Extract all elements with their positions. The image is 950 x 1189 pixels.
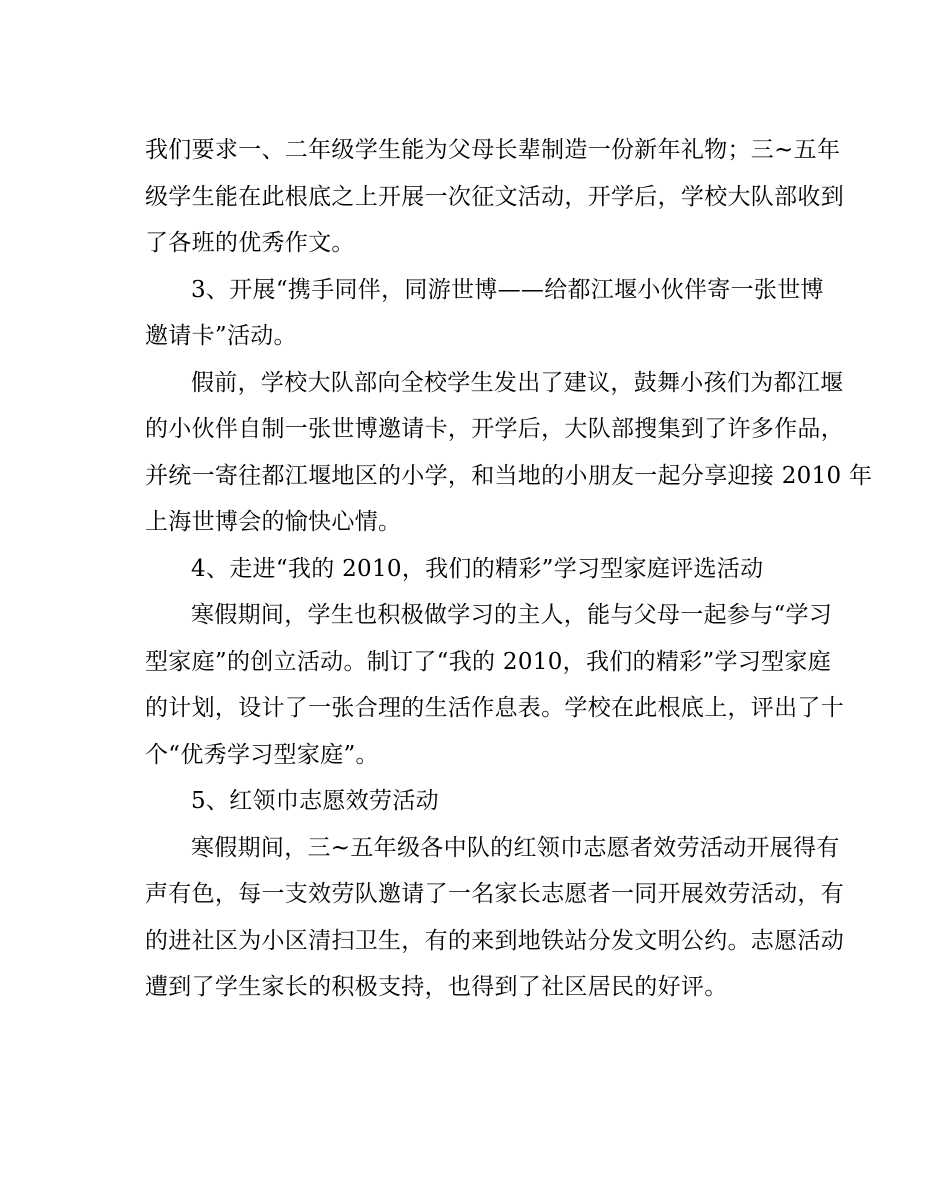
paragraph-start: 寒假期间，学生也积极做学习的主人，能与父母一起参与“学习 [191, 602, 833, 628]
text-line: 邀请卡”活动。 [145, 323, 297, 349]
text-line: 级学生能在此根底之上开展一次征文活动，开学后，学校大队部收到 [145, 183, 844, 210]
text-line: 遭到了学生家长的积极支持，也得到了社区居民的好评。 [145, 974, 728, 1000]
text-line: 的进社区为小区清扫卫生，有的来到地铁站分发文明公约。志愿活动 [145, 927, 844, 954]
text-line: 并统一寄往都江堰地区的小学，和当地的小朋友一起分享迎接 2010 年 [145, 462, 873, 489]
paragraph-start: 寒假期间，三~五年级各中队的红领巾志愿者效劳活动开展得有 [191, 834, 840, 861]
document-body [145, 127, 873, 1011]
section-heading-5: 5、红领巾志愿效劳活动 [191, 788, 439, 814]
text-line: 个“优秀学习型家庭”。 [145, 741, 379, 768]
text-line: 的计划，设计了一张合理的生活作息表。学校在此根底上，评出了十 [145, 695, 844, 721]
section-heading-3: 3、开展“携手同伴，同游世博——给都江堰小伙伴寄一张世博 [191, 276, 824, 303]
section-heading-4: 4、走进“我的 2010，我们的精彩”学习型家庭评选活动 [191, 555, 764, 582]
text-line: 我们要求一、二年级学生能为父母长辈制造一份新年礼物；三~五年 [145, 137, 841, 163]
paragraph-start: 假前，学校大队部向全校学生发出了建议，鼓舞小孩们为都江堰 [191, 369, 844, 396]
text-line: 的小伙伴自制一张世博邀请卡，开学后，大队部搜集到了许多作品， [145, 416, 844, 442]
text-line: 了各班的优秀作文。 [145, 230, 355, 256]
text-line: 上海世博会的愉快心情。 [145, 509, 402, 535]
text-line: 声有色，每一支效劳队邀请了一名家长志愿者一同开展效劳活动，有 [145, 881, 844, 907]
text-line: 型家庭”的创立活动。制订了“我的 2010，我们的精彩”学习型家庭 [145, 648, 832, 675]
